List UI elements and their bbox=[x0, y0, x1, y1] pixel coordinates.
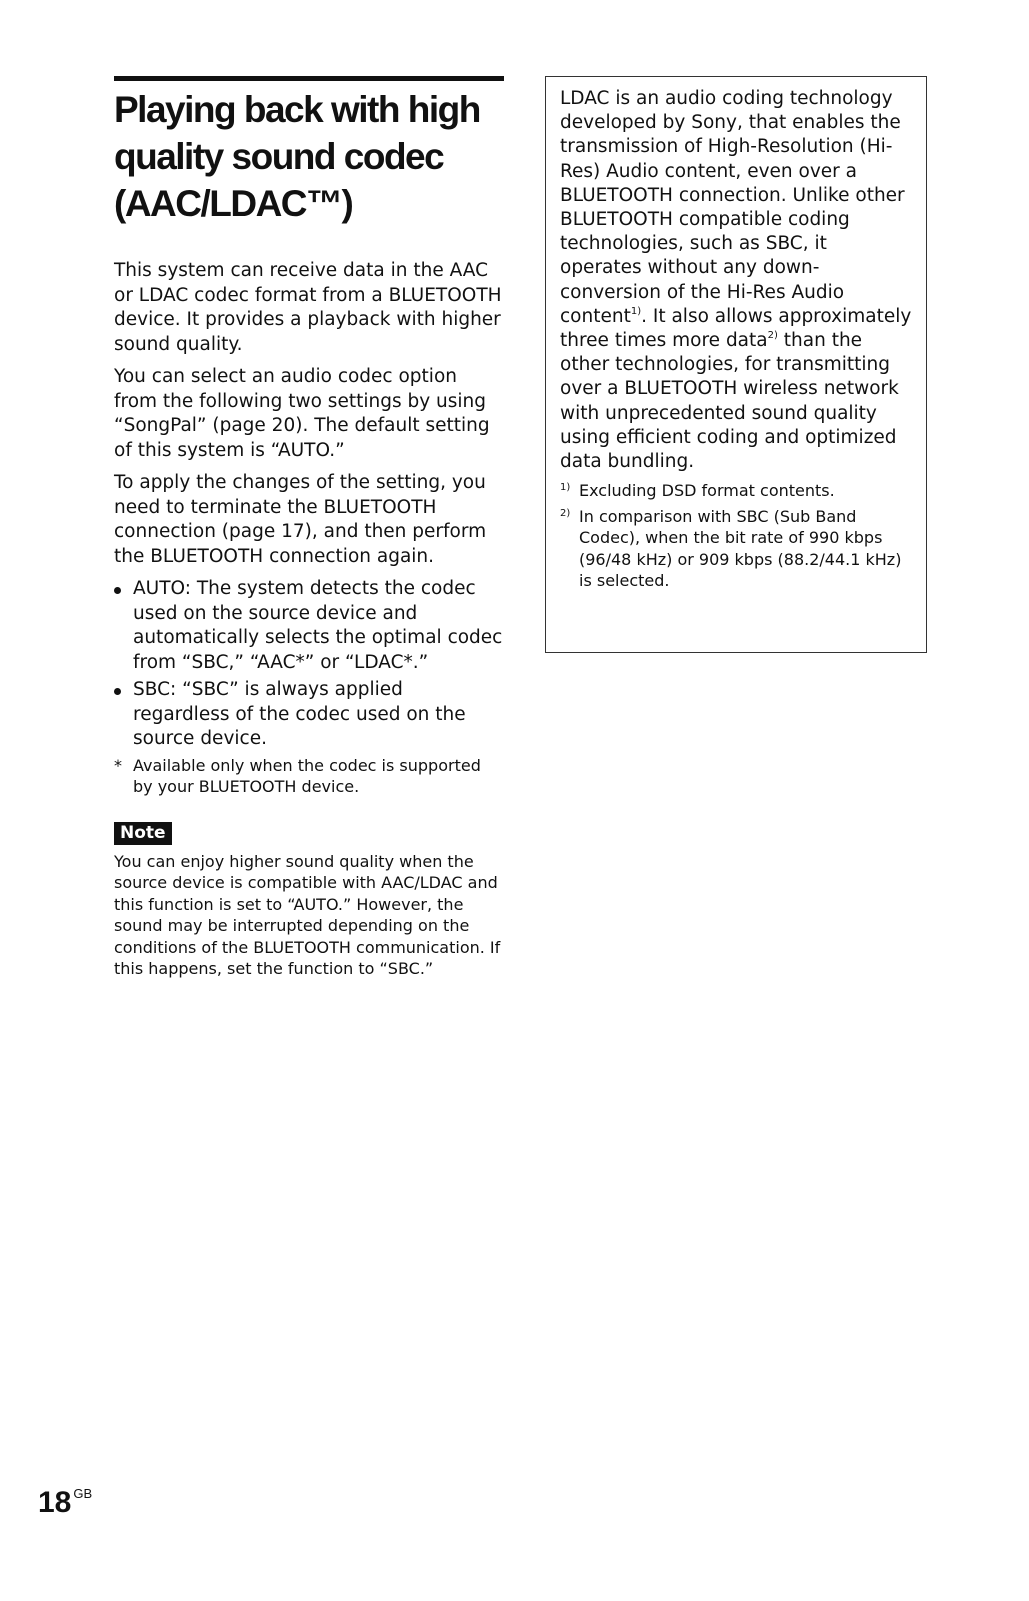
ldac-text-part-2: . It also allows approximately three times more data bbox=[560, 305, 912, 352]
note-badge: Note bbox=[114, 822, 172, 845]
asterisk-footnote bbox=[114, 755, 504, 798]
bullet-icon bbox=[114, 688, 121, 695]
page-title: Playing back with high quality sound codec (AAC/LDAC™) bbox=[114, 89, 480, 224]
footnote-1-text: Excluding DSD format contents. bbox=[579, 481, 835, 501]
ldac-description bbox=[560, 87, 914, 474]
option-auto: AUTO: The system detects the codec used on the source device and automatically selects the optimal codec from “SBC,” “AAC*” or “LDAC*.” bbox=[133, 578, 503, 673]
paragraph-apply-changes: To apply the changes of the setting, you need to terminate the BLUETOOTH connection (page 17), and then perform the BLUETOOTH connection again. bbox=[114, 472, 487, 567]
intro-section bbox=[114, 259, 504, 569]
list-item bbox=[114, 678, 504, 752]
page-number bbox=[38, 1486, 92, 1520]
footnote-2-text: In comparison with SBC (Sub Band Codec), when the bit rate of 990 kbps (96/48 kHz) or 909 kbps (88.2/44.1 kHz) is selected. bbox=[579, 506, 902, 591]
footnote-2 bbox=[560, 506, 914, 592]
footnote-ref-2: 2) bbox=[767, 330, 778, 342]
option-sbc: SBC: “SBC” is always applied regardless of the codec used on the source device. bbox=[133, 679, 466, 749]
asterisk-footnote-text: Available only when the codec is supported by your BLUETOOTH device. bbox=[133, 755, 481, 796]
list-item bbox=[114, 577, 504, 675]
ldac-text-part-1: LDAC is an audio coding technology developed by Sony, that enables the transmission of High-Resolution (Hi-Res) Audio content, even over a BLUETOOTH connection. Unlike other BLUETOOTH compatible coding technologies, such as SBC, it operates without any down-conversion of the Hi-Res Audio content bbox=[560, 88, 905, 327]
ldac-text-part-3: than the other technologies, for transmitting over a BLUETOOTH wireless network with unprecedented sound quality using efficient coding and optimized data bundling. bbox=[560, 330, 899, 473]
bullet-icon bbox=[114, 587, 121, 594]
asterisk-mark: * bbox=[114, 755, 122, 775]
codec-options-list bbox=[114, 577, 504, 752]
paragraph-select-codec: You can select an audio codec option from the following two settings by using “SongPal” (page 20). The default setting of this system is “AUTO.” bbox=[114, 366, 490, 461]
box-footnotes bbox=[560, 480, 914, 592]
note-text: You can enjoy higher sound quality when the source device is compatible with AAC/LDAC and this function is set to “AUTO.” However, the sound may be interrupted depending on the conditions of the BLUETOOTH communication. If this happens, set the function to “SBC.” bbox=[114, 851, 501, 978]
footnote-ref-1: 1) bbox=[630, 305, 642, 317]
page-number-suffix: GB bbox=[73, 1486, 93, 1501]
title-rule bbox=[114, 76, 504, 81]
left-column bbox=[114, 76, 504, 980]
footnote-1-number: 1) bbox=[560, 482, 571, 494]
ldac-info-box bbox=[545, 76, 927, 653]
footnote-2-number: 2) bbox=[560, 507, 571, 519]
footnote-1 bbox=[560, 480, 914, 502]
page-number-value: 18 bbox=[38, 1486, 72, 1519]
paragraph-receive: This system can receive data in the AAC or LDAC codec format from a BLUETOOTH device. It provides a playback with higher sound quality. bbox=[114, 260, 502, 355]
